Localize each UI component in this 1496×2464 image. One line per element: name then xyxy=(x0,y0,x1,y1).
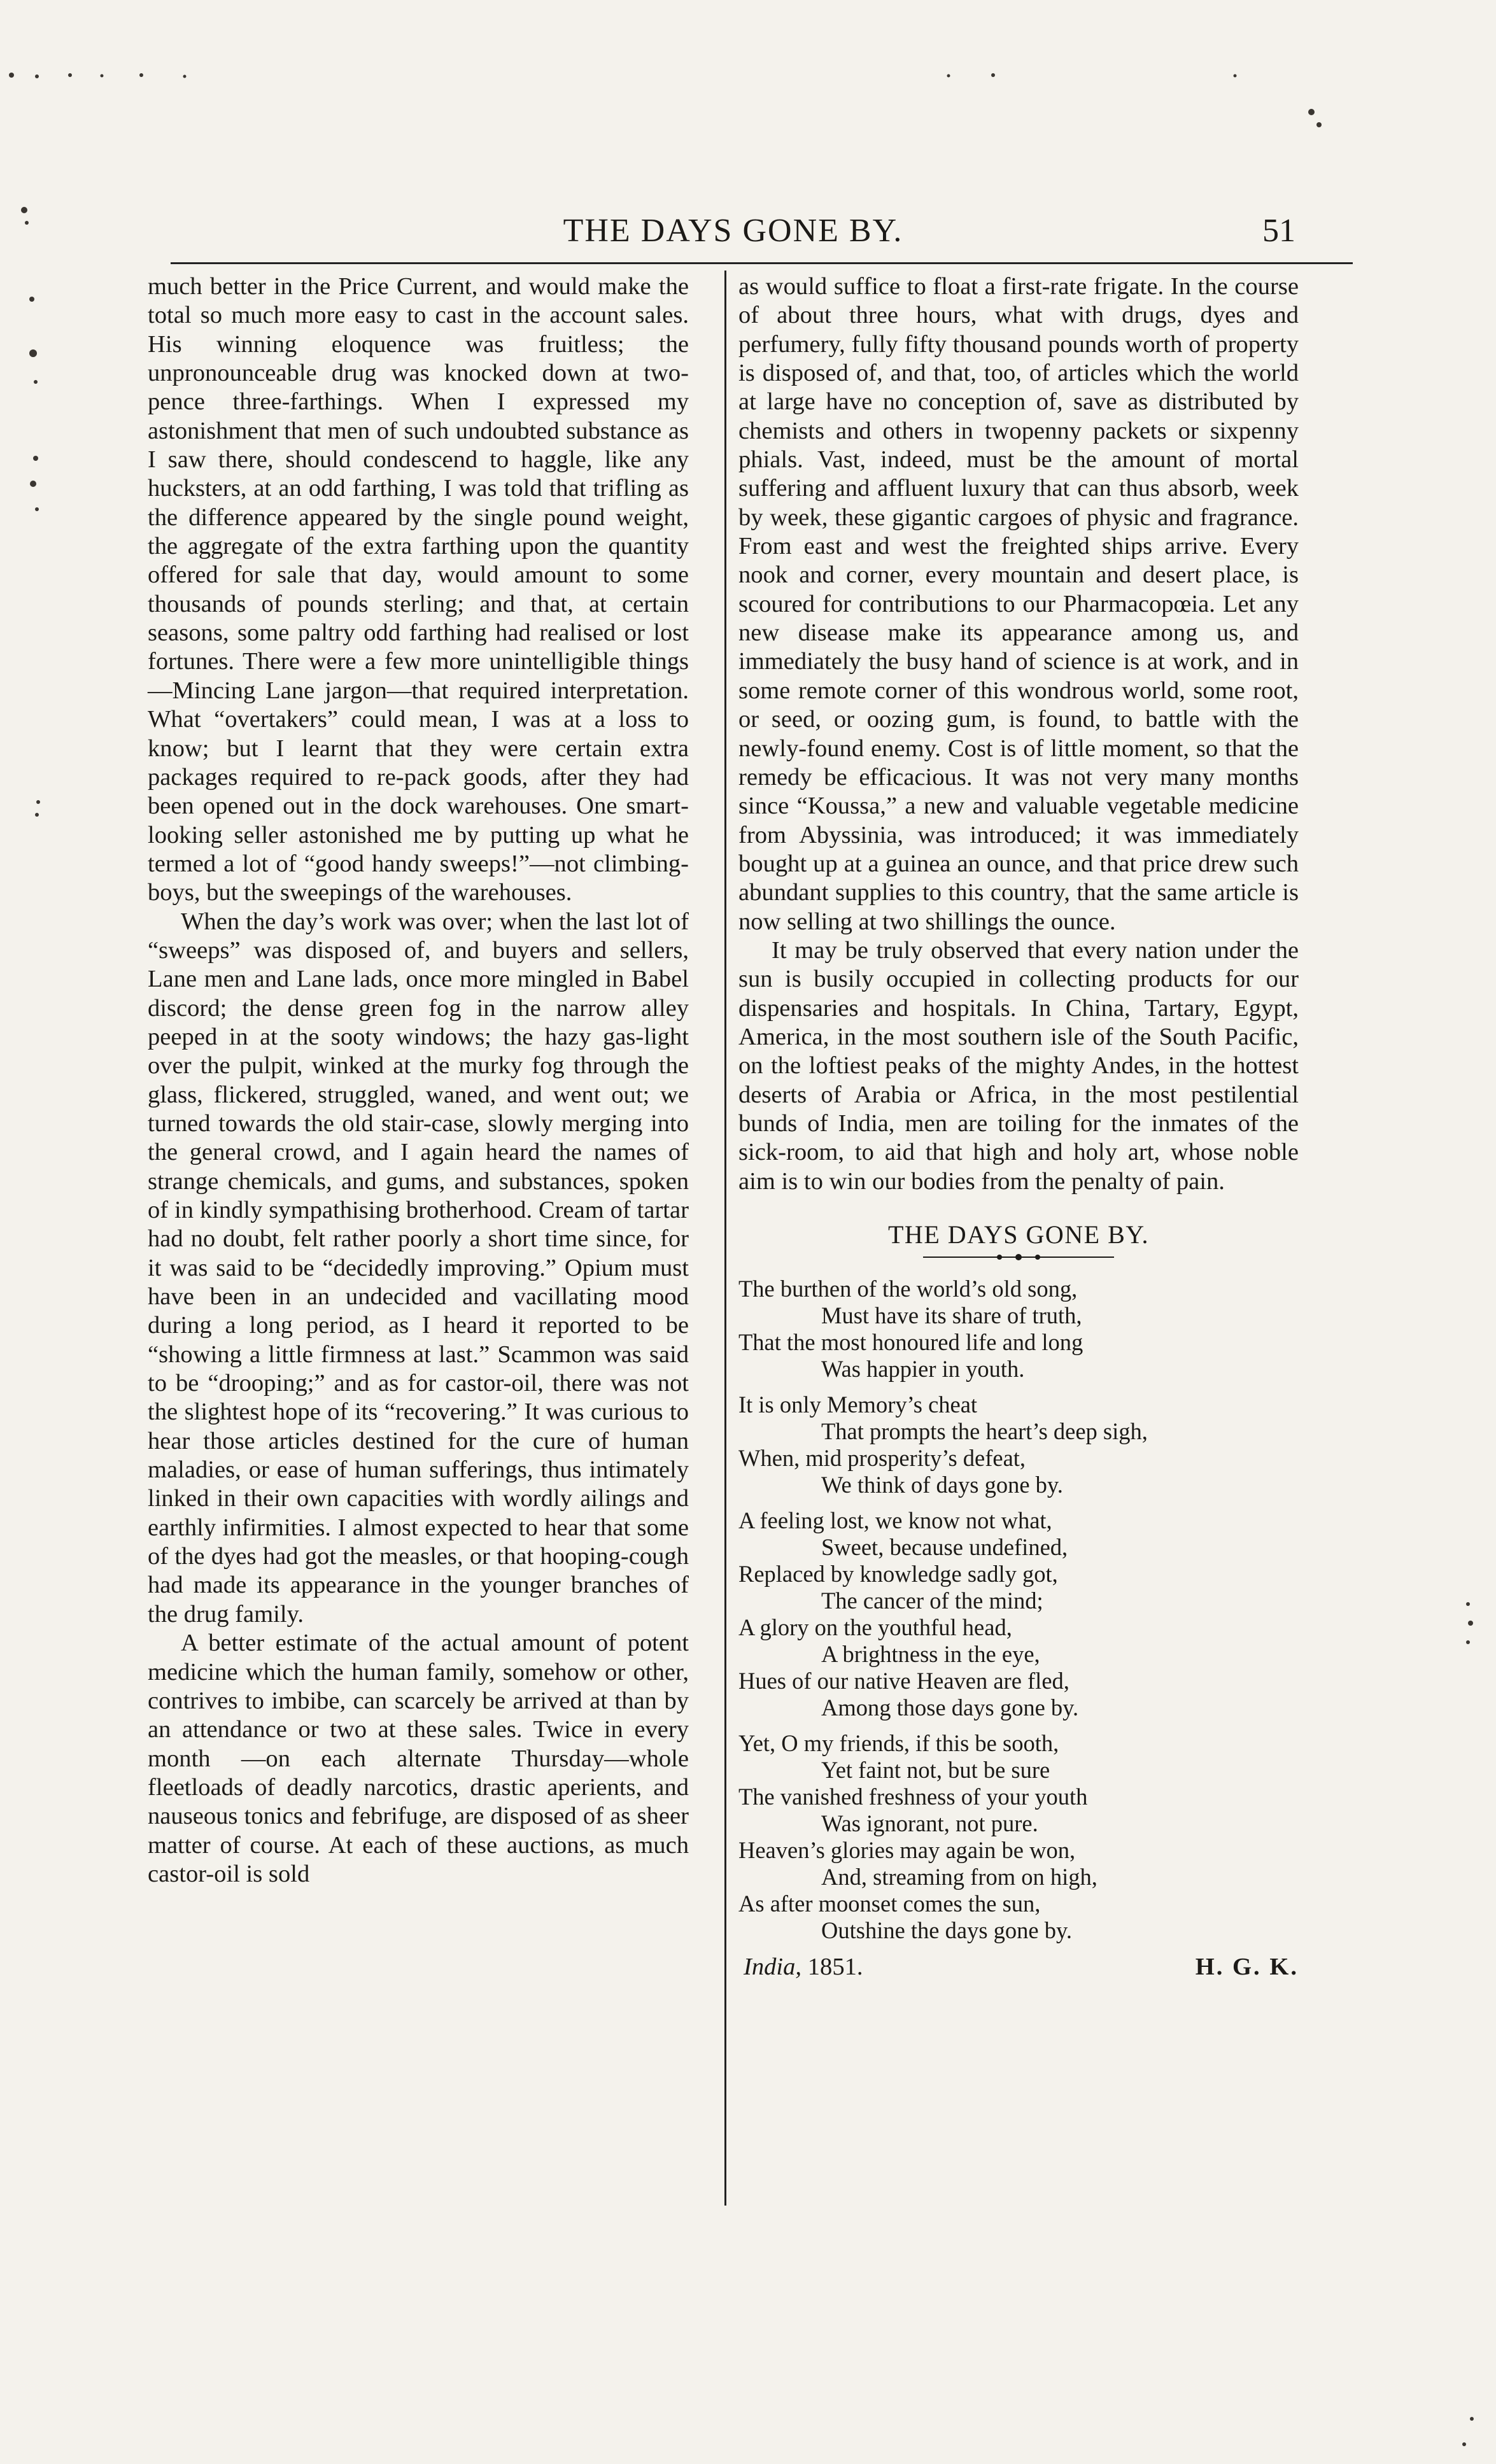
header-rule xyxy=(171,262,1353,264)
poem-author: H. G. K. xyxy=(1195,1954,1299,1981)
poem-year: 1851. xyxy=(807,1954,863,1981)
poem-line: The burthen of the world’s old song, xyxy=(738,1276,1078,1302)
paragraph: as would suffice to float a first-rate frigate. In the course of about three hours, what with drugs, dyes and perfumery, fully fifty thousand pounds worth of property is disposed of, and that, too, of articles which the world at large have no conception of, save as distributed by chemists and others in twopenny packets or sixpenny phials. Vast, indeed, must be the amount of mortal suffering and affluent luxury that can thus absorb, week by week, these gigantic cargoes of physic and fragrance. From east and west the freighted ships arrive. Every nook and corner, every mountain and desert place, is scoured for contributions to our Pharmacopœia. Let any new disease make its appearance among us, and immediately the busy hand of science is at work, and in some remote corner of this wondrous world, some root, or seed, or oozing gum, is found, to battle with the newly-found enemy. Cost is of little moment, so that the remedy be efficacious. It was not very many months since “Koussa,” a new and valuable vegetable medicine from Abyssinia, was introduced; it was immediately bought up at a guinea an ounce, and that price drew such abundant supplies to this country, that the same article is now selling at two shillings the ounce. xyxy=(738,273,1299,935)
paragraph: A better estimate of the actual amount of potent medicine which the human family, somehow or other, contrives to imbibe, can scarcely be arrived at than by an attendance or two at these sales. Twice in every month —on each alternate Thursday—whole fleetloads of deadly narcotics, drastic aperients, and nauseous tonics and febrifuge, are disposed of as sheer matter of course. At each of these auctions, as much castor-oil is sold xyxy=(148,1630,689,1887)
poem-line: Yet faint not, but be sure xyxy=(821,1757,1050,1784)
poem-line: Replaced by knowledge sadly got, xyxy=(738,1561,1058,1588)
paragraph: When the day’s work was over; when the last lot of “sweeps” was disposed of, and buyers and sellers, Lane men and Lane lads, once more mingled in Babel discord; the dense green fog in the narrow alley peeped in at the sooty windows; the hazy gas-light over the pulpit, winked at the murky fog through the glass, flickered, struggled, waned, and went out; we turned towards the old stair-case, slowly merging into the general crowd, and I again heard the names of strange chemicals, and gums, and substances, spoken of in kindly sympathising brotherhood. Cream of tartar had no doubt, felt rather poorly a short time since, for it was said to be “decidedly improving.” Opium must have been in an undecided and vacillating mood during a long period, as I heard it reported to be “showing a little firmness at last.” Scammon was said to be “drooping;” and as for castor-oil, there was not the slightest hope of its “recovering.” It was curious to hear those articles destined for the cure of human maladies, or ease of human sufferings, thus intimately linked in their own capacities with wordly ailings and earthly infirmities. I almost expected to hear that some of the dyes had got the measles, or that hooping-cough had made its appearance in the younger branches of the drug family. xyxy=(148,908,689,1628)
poem-line: Outshine the days gone by. xyxy=(821,1917,1072,1944)
poem-stanza xyxy=(738,1730,1299,1944)
poem-line: As after moonset comes the sun, xyxy=(738,1890,1041,1917)
poem-line: We think of days gone by. xyxy=(821,1472,1063,1498)
paragraph: much better in the Price Current, and would make the total so much more easy to cast in the account sales. His winning eloquence was fruitless; the unpronounceable drug was knocked down at two-pence three-farthings. When I expressed my astonishment that men of such undoubted substance as I saw there, should condescend to haggle, like any hucksters, at an odd farthing, I was told that trifling as the difference appeared by the single pound weight, the aggregate of the extra farthing upon the quantity offered for sale that day, would amount to some thousands of pounds sterling; and that, at certain seasons, some paltry odd farthing had realised or lost fortunes. There were a few more unintelligible things—Mincing Lane jargon—that required interpretation. What “overtakers” could mean, I was at a loss to know; but I learnt that they were certain extra packages required to re-pack goods, after they had been opened out in the dock warehouses. One smart-looking seller astonished me by putting up what he termed a lot of “good handy sweeps!”—not climbing-boys, but the sweepings of the warehouses. xyxy=(148,273,689,906)
poem-dateline xyxy=(744,1953,863,1982)
poem-line: Was happier in youth. xyxy=(821,1356,1025,1383)
poem-signature xyxy=(738,1953,1299,1982)
running-title: THE DAYS GONE BY. xyxy=(563,213,903,249)
poem-stanza xyxy=(738,1276,1299,1383)
poem-stanza xyxy=(738,1391,1299,1498)
poem-line: It is only Memory’s cheat xyxy=(738,1391,978,1418)
poem-line: That prompts the heart’s deep sigh, xyxy=(821,1418,1148,1445)
poem-line: A feeling lost, we know not what, xyxy=(738,1507,1052,1534)
poem-line: Hues of our native Heaven are fled, xyxy=(738,1668,1069,1694)
poem-line: A brightness in the eye, xyxy=(821,1641,1040,1668)
right-column xyxy=(738,272,1299,1982)
left-column xyxy=(148,272,689,1889)
poem xyxy=(738,1220,1299,1982)
poem-line: The vanished freshness of your youth xyxy=(738,1784,1088,1810)
ornamental-rule-icon xyxy=(917,1253,1120,1262)
poem-line: Must have its share of truth, xyxy=(821,1302,1082,1329)
poem-line: Was ignorant, not pure. xyxy=(821,1810,1038,1837)
poem-line: When, mid prosperity’s defeat, xyxy=(738,1445,1026,1472)
poem-line: And, streaming from on high, xyxy=(821,1864,1097,1890)
page-number: 51 xyxy=(1262,213,1295,249)
poem-place: India, xyxy=(744,1954,802,1981)
column-divider xyxy=(724,271,726,2206)
poem-line: The cancer of the mind; xyxy=(821,1588,1043,1614)
poem-title: THE DAYS GONE BY. xyxy=(888,1220,1149,1249)
poem-line: That the most honoured life and long xyxy=(738,1329,1083,1356)
poem-line: Yet, O my friends, if this be sooth, xyxy=(738,1730,1059,1757)
poem-line: Among those days gone by. xyxy=(821,1694,1079,1721)
poem-line: Heaven’s glories may again be won, xyxy=(738,1837,1076,1864)
paragraph: It may be truly observed that every nation under the sun is busily occupied in collecting products for our dispensaries and hospitals. In China, Tartary, Egypt, America, in the most southern isle of the South Pacific, on the loftiest peaks of the mighty Andes, in the hottest deserts of Arabia or Africa, in the most pestilential bunds of India, men are toiling for the inmates of the sick-room, to aid that high and holy art, whose noble aim is to win our bodies from the penalty of pain. xyxy=(738,936,1299,1195)
poem-line: A glory on the youthful head, xyxy=(738,1614,1012,1641)
poem-line: Sweet, because undefined, xyxy=(821,1534,1068,1561)
page-header xyxy=(171,207,1295,258)
poem-stanza xyxy=(738,1507,1299,1721)
